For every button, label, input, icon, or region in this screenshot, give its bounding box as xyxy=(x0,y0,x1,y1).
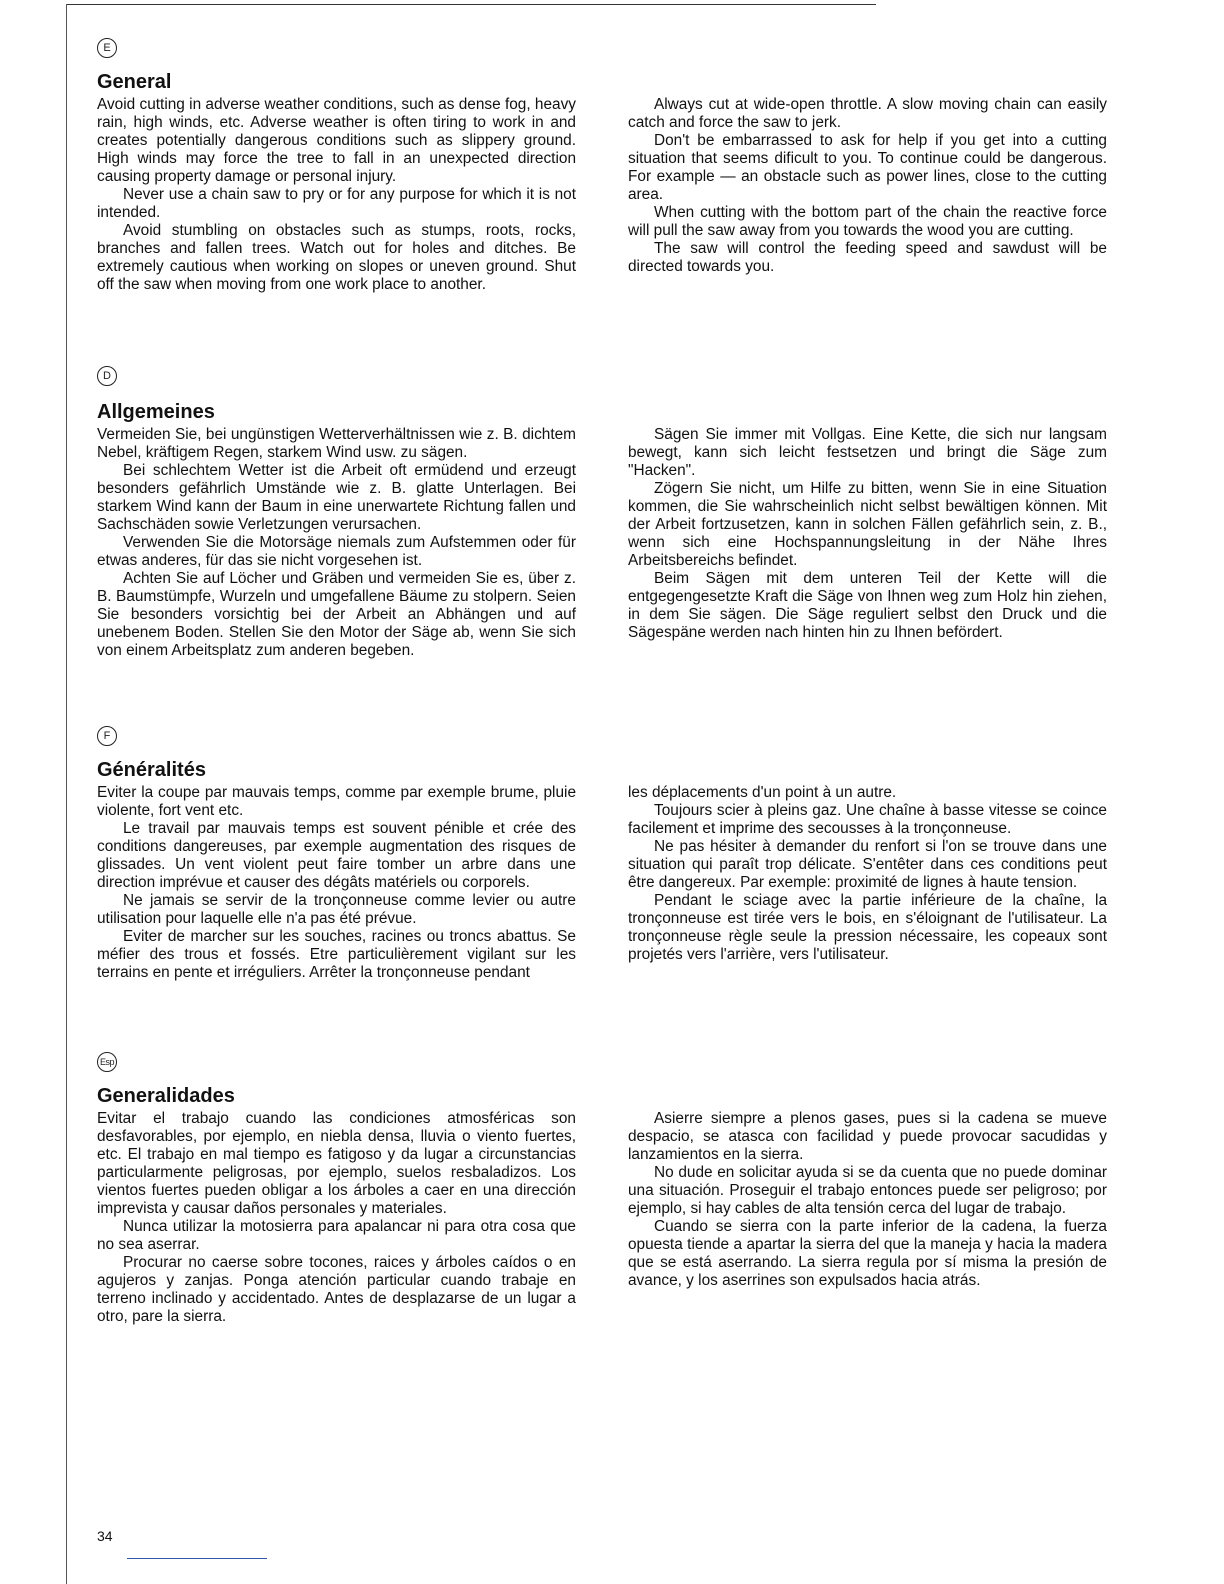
section-spanish xyxy=(97,1052,1107,1326)
paragraph: Zögern Sie nicht, um Hilfe zu bitten, wenn Sie in eine Situation kommen, die Sie wahrscheinlich nicht selbst bewältigen können. Mit der Arbeit fortzusetzen, kann in solchen Fällen gefährlich sein, z. B., wenn sich eine Hochspannungsleitung in der Nähe Ihres Arbeitsbereichs befindet. xyxy=(628,480,1107,569)
paragraph: Le travail par mauvais temps est souvent pénible et crée des conditions dangereuses, par exemple augmentation des risques de glissades. Un vent violent peut faire tomber un arbre dans une direction imprévue et causer des dégâts matériels ou corporels. xyxy=(97,820,576,891)
section-heading: Generalidades xyxy=(97,1085,235,1107)
paragraph: Avoid cutting in adverse weather conditions, such as dense fog, heavy rain, high winds, etc. Adverse weather is often tiring to work in and creates potentially dangerous conditions such as slippery ground. High winds may force the tree to fall in an unexpected direction causing property damage or personal injury. xyxy=(97,96,576,185)
paragraph: Always cut at wide-open throttle. A slow moving chain can easily catch and force the saw to jerk. xyxy=(628,96,1107,131)
paragraph: Verwenden Sie die Motorsäge niemals zum Aufstemmen oder für etwas anderes, für das sie nicht vorgesehen ist. xyxy=(97,534,576,569)
section-heading: Généralités xyxy=(97,759,206,781)
paragraph: No dude en solicitar ayuda si se da cuenta que no puede dominar una situación. Proseguir el trabajo entonces puede ser peligroso; por ejemplo, si hay cables de alta tensión cerca del lugar de trabajo. xyxy=(628,1164,1107,1217)
left-column xyxy=(97,426,576,660)
section-german xyxy=(97,366,1107,660)
paragraph: Ne pas hésiter à demander du renfort si l'on se trouve dans une situation qui paraît trop délicate. S'entêter dans ces conditions peut être dangereux. Par exemple: proximité de lignes à haute tension. xyxy=(628,838,1107,891)
paragraph: Asierre siempre a plenos gases, pues si la cadena se mueve despacio, se atasca con facilidad y puede provocar sacudidas y lanzamientos en la sierra. xyxy=(628,1110,1107,1163)
bottom-rule xyxy=(127,1558,267,1559)
left-rule xyxy=(66,4,67,1584)
left-column xyxy=(97,784,576,982)
section-columns xyxy=(97,784,1107,982)
paragraph: Ne jamais se servir de la tronçonneuse comme levier ou autre utilisation pour laquelle elle n'a pas été prévue. xyxy=(97,892,576,927)
paragraph: Toujours scier à pleins gaz. Une chaîne à basse vitesse se coince facilement et imprime des secousses à la tronçonneuse. xyxy=(628,802,1107,837)
paragraph: Pendant le sciage avec la partie inférieure de la chaîne, la tronçonneuse est tirée vers le bois, en s'éloignant de l'utilisateur. La tronçonneuse règle seule la pression nécessaire, les copeaux sont projetés vers l'arrière, vers l'utilisateur. xyxy=(628,892,1107,963)
paragraph: Nunca utilizar la motosierra para apalancar ni para otra cosa que no sea aserrar. xyxy=(97,1218,576,1253)
paragraph: Avoid stumbling on obstacles such as stumps, roots, rocks, branches and fallen trees. Watch out for holes and ditches. Be extremely cautious when working on slopes or uneven ground. Shut off the saw when moving from one work place to another. xyxy=(97,222,576,293)
paragraph: Cuando se sierra con la parte inferior de la cadena, la fuerza opuesta tiende a apartar la sierra del que la maneja y hacia la madera que se está aserrando. La sierra regula por sí misma la presión de avance, y los aserrines son expulsados hacia atrás. xyxy=(628,1218,1107,1289)
right-column xyxy=(628,1110,1107,1326)
section-english xyxy=(97,38,1107,294)
paragraph: Evitar el trabajo cuando las condiciones atmosféricas son desfavorables, por ejemplo, en niebla densa, lluvia o viento fuertes, etc. El trabajo en mal tiempo es fatigoso y da lugar a circunstancias particularmente peligrosas, por ejemplo, suelos resbaladizos. Los vientos fuertes pueden obligar a los árboles a caer en una dirección imprevista y causar daños personales y materiales. xyxy=(97,1110,576,1217)
section-columns xyxy=(97,96,1107,294)
left-column xyxy=(97,1110,576,1326)
paragraph: Procurar no caerse sobre tocones, raices y árboles caídos o en agujeros y zanjas. Ponga atención particular cuando trabaje en terreno inclinado y accidentado. Antes de desplazarse de un lugar a otro, pare la sierra. xyxy=(97,1254,576,1325)
language-badge-f: F xyxy=(97,726,117,746)
paragraph: Achten Sie auf Löcher und Gräben und vermeiden Sie es, über z. B. Baumstümpfe, Wurzeln und umgefallene Bäume zu stolpern. Seien Sie besonders vorsichtig bei der Arbeit an Abhängen und auf unebenem Boden. Stellen Sie den Motor der Säge ab, wenn Sie sich von einem Arbeitsplatz zum anderen begeben. xyxy=(97,570,576,659)
paragraph: les déplacements d'un point à un autre. xyxy=(628,784,897,801)
language-badge-e: E xyxy=(97,38,117,58)
right-column xyxy=(628,784,1107,982)
section-heading: Allgemeines xyxy=(97,401,215,423)
paragraph: Beim Sägen mit dem unteren Teil der Kette will die entgegengesetzte Kraft die Säge von Ihnen weg zum Holz hin ziehen, in dem Sie sägen. Die Säge reguliert selbst den Druck und die Sägespäne werden nach hinten hin zu Ihnen befördert. xyxy=(628,570,1107,641)
section-french xyxy=(97,726,1107,982)
paragraph: Never use a chain saw to pry or for any purpose for which it is not intended. xyxy=(97,186,576,221)
paragraph: Eviter de marcher sur les souches, racines ou troncs abattus. Se méfier des trous et fossés. Etre particulièrement vigilant sur les terrains en pente et irréguliers. Arrêter la tronçonneuse pendant xyxy=(97,928,576,981)
paragraph: Bei schlechtem Wetter ist die Arbeit oft ermüdend und erzeugt besonders gefährlich Umstände wie z. B. glatte Unterlagen. Bei starkem Wind kann der Baum in eine unerwartete Richtung fallen und Sachschäden sowie Verletzungen verursachen. xyxy=(97,462,576,533)
paragraph: Eviter la coupe par mauvais temps, comme par exemple brume, pluie violente, fort vent etc. xyxy=(97,784,576,819)
page-number: 34 xyxy=(97,1528,113,1544)
paragraph: The saw will control the feeding speed and sawdust will be directed towards you. xyxy=(628,240,1107,275)
right-column xyxy=(628,96,1107,294)
left-column xyxy=(97,96,576,294)
language-badge-esp: Esp xyxy=(97,1052,117,1072)
paragraph: Vermeiden Sie, bei ungünstigen Wetterverhältnissen wie z. B. dichtem Nebel, kräftigem Regen, starkem Wind usw. zu sägen. xyxy=(97,426,576,461)
right-column xyxy=(628,426,1107,660)
paragraph: When cutting with the bottom part of the chain the reactive force will pull the saw away from you towards the wood you are cutting. xyxy=(628,204,1107,239)
paragraph: Sägen Sie immer mit Vollgas. Eine Kette, die sich nur langsam bewegt, kann sich leicht festsetzen und bringt die Säge zum "Hacken". xyxy=(628,426,1107,479)
section-heading: General xyxy=(97,71,172,93)
top-rule xyxy=(66,4,876,5)
paragraph: Don't be embarrassed to ask for help if you get into a cutting situation that seems dificult to you. To continue could be dangerous. For example — an obstacle such as power lines, close to the cutting area. xyxy=(628,132,1107,203)
language-badge-d: D xyxy=(97,366,117,386)
section-columns xyxy=(97,426,1107,660)
section-columns xyxy=(97,1110,1107,1326)
